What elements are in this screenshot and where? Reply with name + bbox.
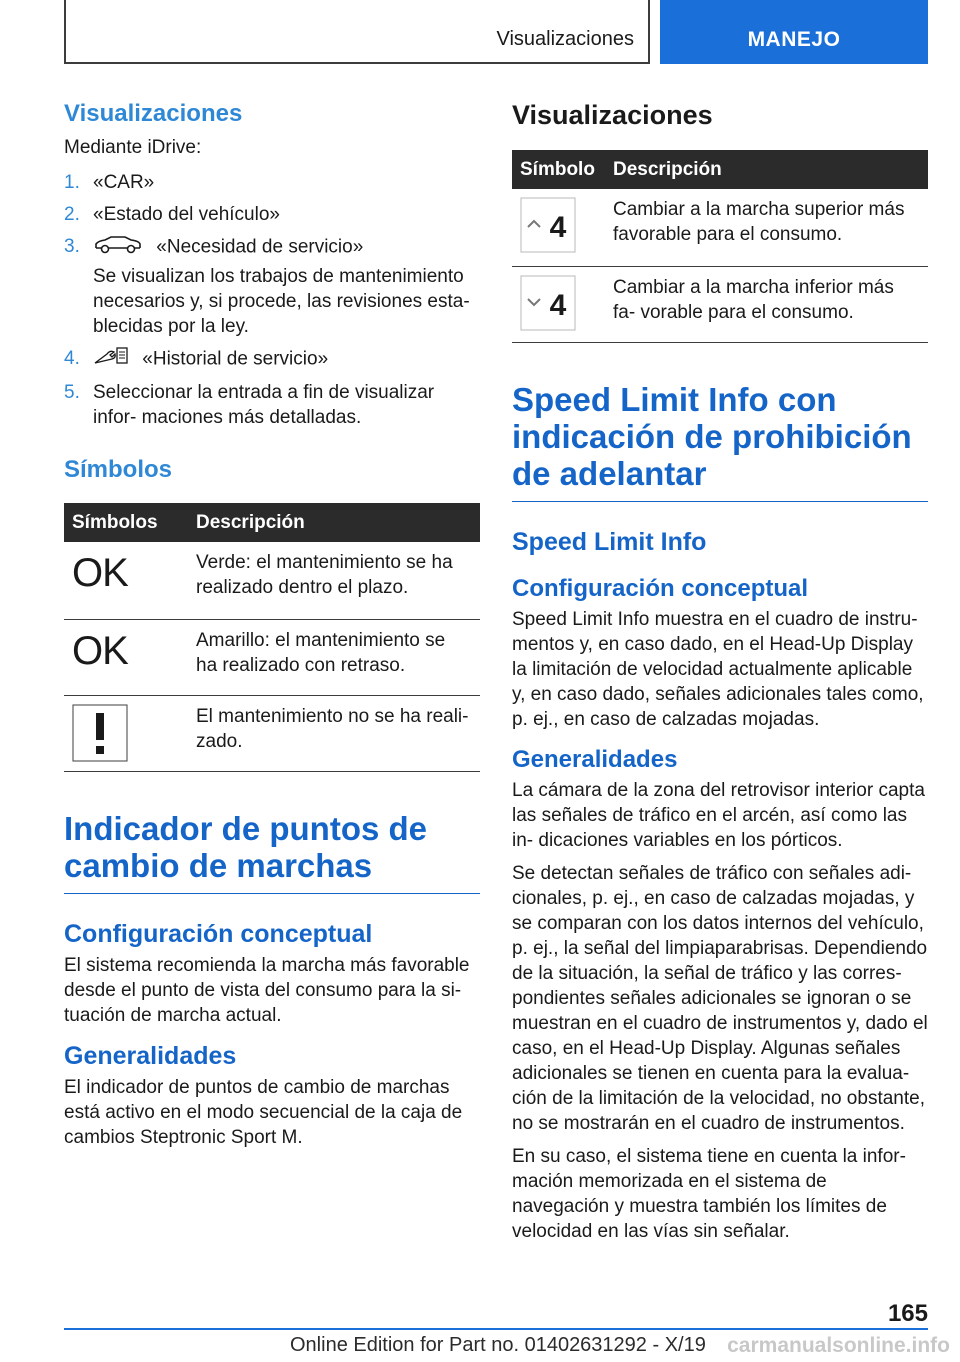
subheading-concept: Configuración conceptual [512,574,809,602]
step-number: 5. [64,382,80,403]
subheading-general: Generalidades [64,1041,237,1070]
section-heading-simbolos: Símbolos [64,456,173,483]
symbol-text: OK [72,551,128,595]
step-number: 1. [64,172,80,193]
description-cell: Cambiar a la marcha superior más favorable para el consumo. [605,189,928,266]
step-subtext: Se visualizan los trabajos de mantenimiento necesarios y, si procede, las revisiones esta- blecidas por la ley. [93,266,470,337]
paragraph: Se detectan señales de tráfico con señales adi- cionales, p. ej., en caso de calzadas mojadas, y se comparan con los datos internos del vehículo, p. ej., la señal del limpiaparabrisas. Dependiendo de la situación, la señal de tráfico y las corres- pondientes señales adicionales se ignoran o se muestran en el cuadro de instrumentos y, dado el caso, en el Head-Up Display. Algunas señales adicionales se tienen en cuenta para la evalua- ción de la limitación de la velocidad, no obstante, no se mostrarán en el cuadro de instrumentos. [512,862,928,1134]
page-number: 165 [887,1300,928,1327]
subheading-concept: Configuración conceptual [64,919,373,948]
header-chapter-title: MANEJO [747,28,841,51]
svg-text:4: 4 [549,211,567,244]
gear-up-icon [512,189,605,266]
description-cell: Amarillo: el mantenimiento se ha realizado con retraso. [188,619,480,695]
column-header: Símbolos [64,503,188,542]
gear-down-icon [512,266,605,342]
table-header-row [64,503,480,542]
title-divider [64,893,480,894]
chapter-title-speed-limit-info: Speed Limit Info con indicación de prohibición de adelantar [512,380,912,492]
edition-text: Online Edition for Part no. 01402631292 - X/19 [290,1334,706,1356]
symbols-table [64,503,480,772]
paragraph: El sistema recomienda la marcha más favorable desde el punto de vista del consumo para la si- tuación de marcha actual. [64,954,470,1026]
exclamation-icon [64,695,188,771]
table-row [512,266,928,342]
gear-symbols-table [512,150,928,343]
steps-list [64,170,480,430]
column-header: Símbolo [512,150,605,189]
left-column [64,100,480,1150]
description-cell: Verde: el mantenimiento se ha realizado dentro el plazo. [188,542,480,619]
paragraph: El indicador de puntos de cambio de marchas está activo en el modo secuencial de la caja de cambios Steptronic Sport M. [64,1076,463,1148]
list-item [64,346,480,373]
car-icon [93,234,143,261]
table-row [512,189,928,266]
table-row [64,542,480,619]
description-cell: El mantenimiento no se ha reali- zado. [188,695,480,771]
symbol-text: OK [72,628,128,673]
list-item [64,202,480,227]
right-column [512,100,928,1244]
paragraph: La cámara de la zona del retrovisor interior capta las señales de tráfico en el arcén, así como las in- dicaciones variables en los pórticos. [512,779,925,851]
step-text: «Necesidad de servicio» [156,236,364,258]
section-heading-visualizaciones-right: Visualizaciones [512,100,713,130]
table-row [64,619,480,695]
watermark: carmanualsonline.info [727,1334,950,1357]
column-header: Descripción [188,503,480,542]
step-number: 2. [64,204,80,225]
column-header: Descripción [605,150,928,189]
subheading-speed-limit-info: Speed Limit Info [512,527,707,556]
table-header-row [512,150,928,189]
header-section-title: Visualizaciones [496,28,634,50]
step-number: 4. [64,348,80,369]
step-text: «Estado del vehículo» [93,204,280,225]
intro-text: Mediante iDrive: [64,137,202,158]
list-item [64,380,480,430]
step-text: «Historial de servicio» [142,348,329,370]
ok-yellow-icon [64,619,188,695]
header-chapter-tab [660,0,928,64]
subheading-general: Generalidades [512,745,678,773]
paragraph: Speed Limit Info muestra en el cuadro de instru- mentos y, en caso dado, en el Head-Up Display la limitación de velocidad actualmente aplicable y, en caso dado, señales adicionales tales como, p. ej., en caso de calzadas mojadas. [512,608,924,730]
service-history-icon [93,346,129,373]
paragraph: En su caso, el sistema tiene en cuenta la infor- mación memorizada en el sistema de navegación y muestra también los límites de velocidad en las vías sin señalar. [512,1145,906,1242]
list-item [64,234,480,339]
step-text: «CAR» [93,172,155,193]
chapter-title-shift-indicator: Indicador de puntos de cambio de marchas [64,809,428,884]
ok-green-icon [64,542,188,619]
step-text: Seleccionar la entrada a fin de visualizar infor- maciones más detalladas. [93,382,435,428]
header-section-box [64,0,650,64]
footer-divider [64,1328,928,1330]
description-cell: Cambiar a la marcha inferior más fa- vorable para el consumo. [605,266,928,342]
section-heading-visualizaciones: Visualizaciones [64,100,243,127]
step-number: 3. [64,236,80,257]
list-item [64,170,480,195]
title-divider [512,501,928,502]
svg-text:4: 4 [549,288,567,322]
table-row [64,695,480,771]
